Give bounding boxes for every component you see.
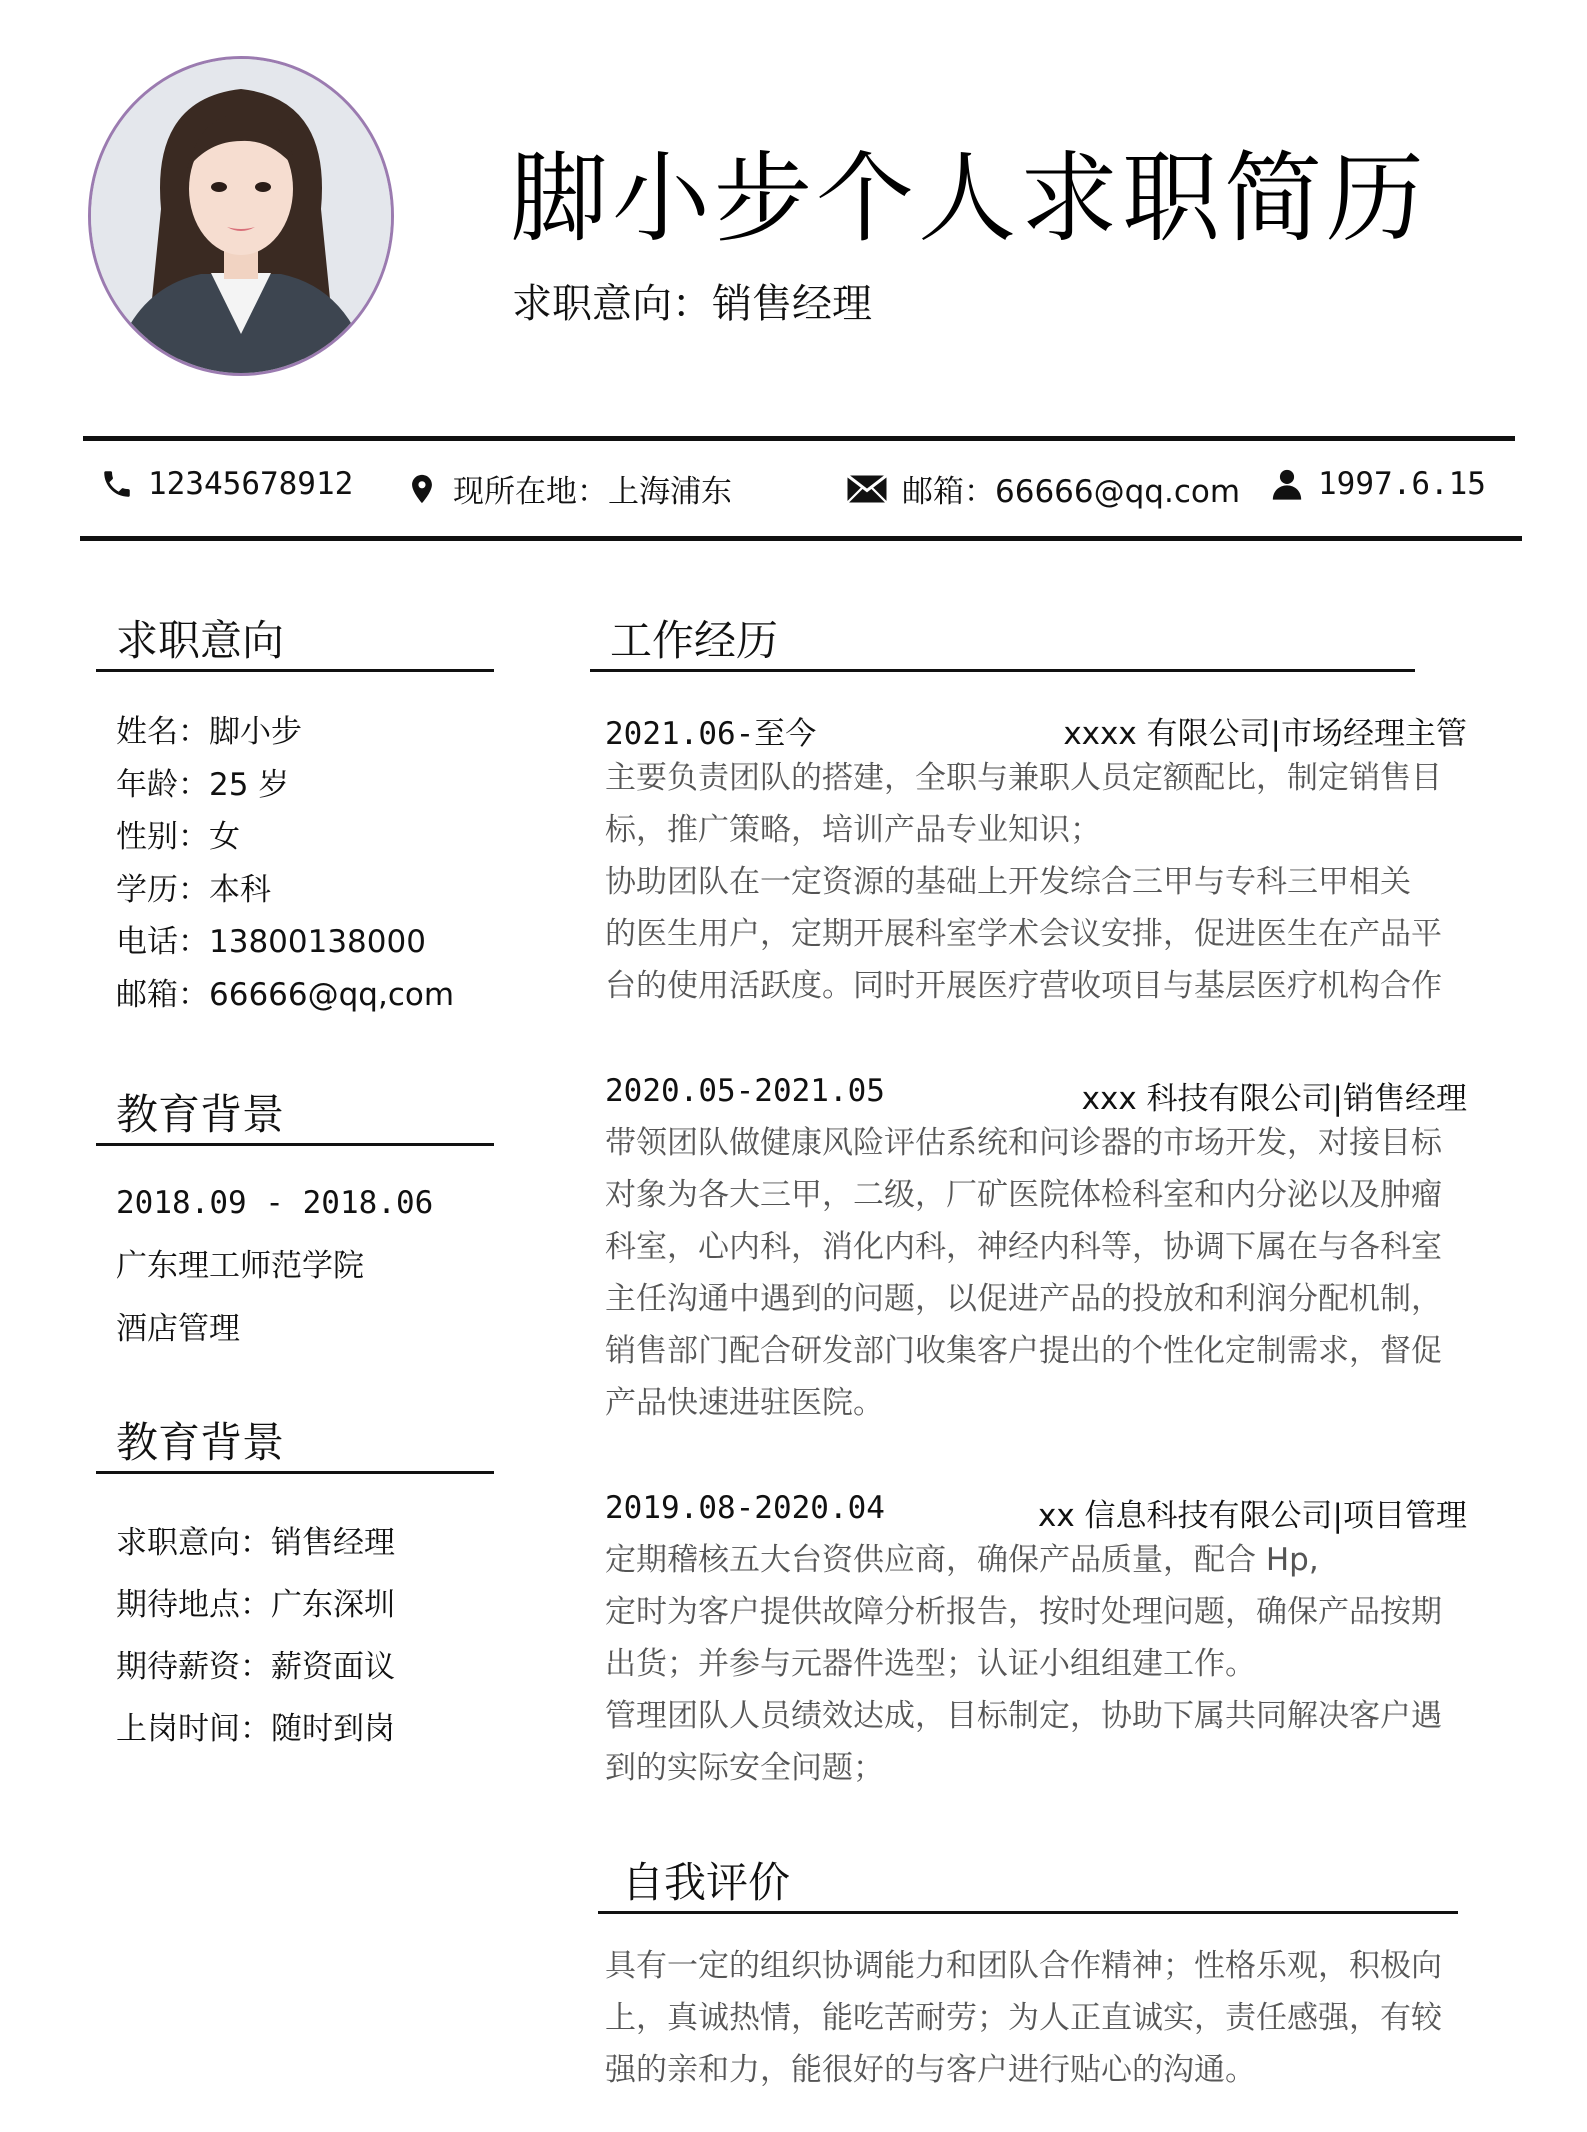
envelope-icon: [846, 472, 888, 506]
self-eval-line: 强的亲和力，能很好的与客户进行贴心的沟通。: [605, 2052, 1256, 2088]
job-2-description: [605, 1117, 1470, 1429]
contact-birthday: [1270, 466, 1486, 502]
email-text: 邮箱：66666@qq.com: [902, 474, 1241, 510]
contact-location: [405, 466, 732, 511]
job-1-line: 标，推广策略，培训产品专业知识；: [605, 812, 1101, 848]
education-school: 广东理工师范学院: [116, 1248, 364, 1284]
job-2-line: 科室，心内科，消化内科，神经内科等，协调下属在与各科室: [605, 1229, 1442, 1265]
info-name: 姓名：脚小步: [116, 714, 302, 750]
job-1-header: [605, 708, 1467, 753]
person-icon: [1270, 467, 1304, 501]
job-2-header: [605, 1073, 1467, 1118]
job-2-line: 销售部门配合研发部门收集客户提出的个性化定制需求，督促: [605, 1333, 1442, 1369]
contact-top-rule: [83, 436, 1515, 441]
expectation-list: [116, 1512, 395, 1760]
contact-email: [846, 466, 1240, 511]
job-3-line: 出货；并参与元器件选型；认证小组组建工作。: [605, 1646, 1256, 1682]
job-1-line: 协助团队在一定资源的基础上开发综合三甲与专科三甲相关: [605, 864, 1411, 900]
education-dates: 2018.09 - 2018.06: [116, 1185, 434, 1221]
section-rule-education-2: [96, 1471, 494, 1474]
job-1-line: 的医生用户，定期开展科室学术会议安排，促进医生在产品平: [605, 916, 1442, 952]
section-rule-self-eval: [598, 1911, 1458, 1914]
info-degree: 学历：本科: [116, 871, 271, 908]
job-2-line: 主任沟通中遇到的问题，以促进产品的投放和利润分配机制，: [605, 1281, 1442, 1317]
job-3-line: 到的实际安全问题；: [605, 1750, 884, 1786]
section-title-education-2: 教育背景: [116, 1418, 285, 1467]
expect-start: 上岗时间：随时到岗: [116, 1711, 395, 1747]
self-eval-line: 上，真诚热情，能吃苦耐劳；为人正直诚实，责任感强，有较: [605, 2000, 1442, 2036]
contact-phone: [100, 466, 353, 502]
job-1-description: [605, 752, 1470, 1012]
birthday-text: 1997.6.15: [1318, 466, 1486, 502]
job-3-date: 2019.08-2020.04: [605, 1490, 885, 1526]
phone-icon: [100, 467, 134, 501]
job-2-date: 2020.05-2021.05: [605, 1073, 885, 1109]
job-1-line: 主要负责团队的搭建，全职与兼职人员定额配比，制定销售目: [605, 760, 1442, 796]
section-title-intent: 求职意向: [116, 616, 285, 665]
section-rule-intent: [96, 669, 494, 672]
job-1-line: 台的使用活跃度。同时开展医疗营收项目与基层医疗机构合作: [605, 968, 1442, 1004]
avatar: [88, 56, 394, 376]
job-1-company: xxxx 有限公司|市场经理主管: [1063, 716, 1467, 752]
expect-position: 求职意向：销售经理: [116, 1525, 395, 1561]
section-title-self-eval: 自我评价: [622, 1858, 791, 1907]
section-rule-work: [590, 669, 1415, 672]
basic-info-list: [116, 706, 454, 1021]
job-3-company: xx 信息科技有限公司|项目管理: [1038, 1498, 1467, 1534]
job-intent-subtitle: 求职意向：销售经理: [512, 281, 872, 327]
section-title-education: 教育背景: [116, 1090, 285, 1139]
education-list: [116, 1172, 433, 1361]
expect-salary: 期待薪资：薪资面议: [116, 1649, 395, 1685]
info-phone: 电话：13800138000: [116, 924, 426, 960]
self-eval-line: 具有一定的组织协调能力和团队合作精神；性格乐观，积极向: [605, 1948, 1442, 1984]
job-2-line: 对象为各大三甲，二级，厂矿医院体检科室和内分泌以及肿瘤: [605, 1177, 1442, 1213]
self-eval-text: [605, 1940, 1470, 2096]
job-3-line: 定期稽核五大台资供应商，确保产品质量，配合 Hp,: [605, 1542, 1319, 1578]
info-gender: 性别：女: [116, 819, 240, 855]
job-3-line: 管理团队人员绩效达成，目标制定，协助下属共同解决客户遇: [605, 1698, 1442, 1734]
phone-number: 12345678912: [148, 466, 354, 502]
portrait-photo: [91, 59, 391, 373]
info-email: 邮箱：66666@qq,com: [116, 976, 455, 1013]
job-2-line: 带领团队做健康风险评估系统和问诊器的市场开发，对接目标: [605, 1125, 1442, 1161]
job-3-header: [605, 1490, 1467, 1535]
expect-location: 期待地点：广东深圳: [116, 1587, 395, 1623]
section-rule-education: [96, 1143, 494, 1146]
section-title-work: 工作经历: [610, 616, 779, 665]
info-age: 年龄：25 岁: [116, 766, 290, 803]
job-3-description: [605, 1534, 1470, 1794]
job-1-date: 2021.06-至今: [605, 716, 817, 752]
job-2-company: xxx 科技有限公司|销售经理: [1081, 1081, 1467, 1117]
job-2-line: 产品快速进驻医院。: [605, 1385, 884, 1421]
location-pin-icon: [405, 472, 439, 506]
contact-bottom-rule: [80, 536, 1522, 541]
education-major: 酒店管理: [116, 1311, 240, 1347]
job-3-line: 定时为客户提供故障分析报告，按时处理问题，确保产品按期: [605, 1594, 1442, 1630]
location-text: 现所在地：上海浦东: [453, 474, 732, 510]
page-title: 脚小步个人求职简历: [510, 142, 1429, 256]
